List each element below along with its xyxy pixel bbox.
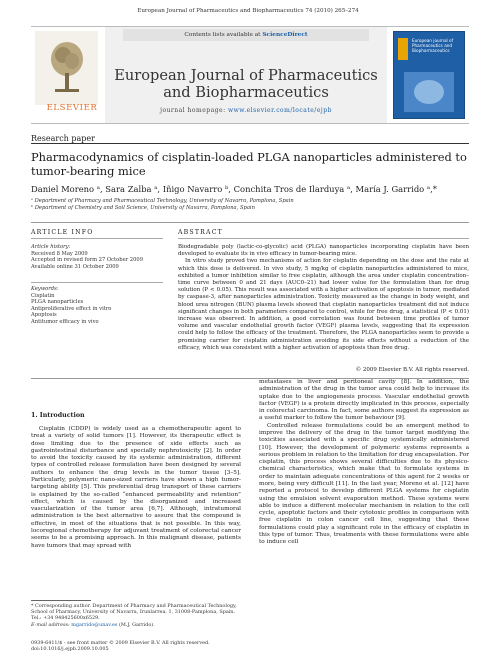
- cover-image-detail: [414, 80, 444, 104]
- journal-title: European Journal of Pharmaceutics and Biopharmaceutics: [114, 67, 378, 101]
- footnote-divider: [31, 600, 91, 601]
- corresponding-author-footnote: [31, 603, 241, 628]
- journal-citation-line: European Journal of Pharmaceutics and Biopharmaceutics 74 (2010) 265–274: [137, 8, 359, 14]
- body-paragraph: metastases in liver and peritoneal cavity [8]. In addition, the administration of the drug in the tumor area could help to increase its uptake due to the angiogenesis process. Vascular endothelial growth factor (VEGF) is a protein directly implicated in this process, especially in colorectal carcinoma. In fact, some authors suggest its expression as a useful marker to follow the tumor behaviour [9].: [259, 379, 469, 422]
- cover-title: European journal of Pharmaceutics and Biopharmaceutics: [412, 38, 454, 53]
- article-info-header: ARTICLE INFO: [31, 229, 94, 236]
- keyword-item: Antiproliferative effect in vitro: [31, 305, 112, 312]
- abstract-paragraph: In vitro study proved two mechanisms of action for cisplatin depending on the dose and the rate at which this dose is delivered. In vivo study, 5 mg/kg of cisplatin nanoparticles administered to mice, exhibited a tumor inhibition similar to free cisplatin, although the area under cisplatin concentration–time curve between 0 and 21 days (AUC0–21) had lower value for the formulation than for drug solution (P < 0.05). This result was associated with a higher activation of apoptosis in tumor, mediated by caspase-3, after nanoparticles administration. Toxicity measured as the change in body weight, and blood urea nitrogen (BUN) plasma levels showed that cisplatin nanoparticles treatment did not induce significant changes in both parameters compared to control, while for free drug, a statistical (P < 0.01) increase was observed. In addition, a good correlation was found between time profiles of tumor volume and vascular endothelial growth factor (VEGF) plasma levels, suggesting that its expression could help to follow the efficacy of the treatment. Therefore, the PLGA nanoparticles seem to provide a promising carrier for cisplatin administration avoiding its side effects without a reduction of the efficacy, which was consistent with a higher activation of apoptosis than free drug.: [178, 258, 469, 351]
- abstract-header: ABSTRACT: [178, 229, 223, 236]
- history-accepted: Accepted in revised form 27 October 2009: [31, 257, 143, 264]
- divider: [31, 143, 469, 144]
- homepage-url-link[interactable]: www.elsevier.com/locate/ejpb: [228, 107, 332, 114]
- journal-homepage-line: [105, 107, 387, 114]
- copyright-notice: © 2009 Elsevier B.V. All rights reserved.: [355, 367, 469, 373]
- email-label: E-mail address:: [31, 621, 72, 628]
- keywords-block: [31, 286, 163, 326]
- abstract-body: [178, 244, 469, 352]
- divider: [31, 238, 163, 239]
- elsevier-logo: [35, 31, 98, 113]
- affiliation-b: ᵇ Department of Chemistry and Soil Science, University of Navarra, Pamplona, Spain: [31, 205, 255, 211]
- cover-color-strip: [398, 38, 408, 60]
- contents-prefix: Contents lists available at: [184, 32, 263, 38]
- author-list: Daniel Moreno ᵃ, Sara Zalba ᵃ, Iñigo Navarro ᵇ, Conchita Tros de Ilarduya ᵃ, María J. Garrido ᵃ,*: [31, 184, 437, 194]
- corresponding-author-text: * Corresponding author. Department of Pharmacy and Pharmaceutical Technology, School of Pharmacy, University of Navarra, Irunlarrea, 1, 31008-Pamplona, Spain. Tel.: +34 948425600x6529.: [31, 603, 237, 622]
- divider: [178, 238, 469, 239]
- divider: [31, 222, 469, 223]
- journal-cover-thumbnail: [393, 31, 465, 119]
- publisher-logo-text: ELSEVIER: [46, 103, 98, 113]
- email-link[interactable]: mgarrido@unav.es: [71, 621, 118, 628]
- keywords-label: Keywords:: [31, 286, 59, 292]
- sciencedirect-link[interactable]: ScienceDirect: [262, 32, 308, 38]
- abstract-paragraph: Biodegradable poly (lactic-co-glycolic) acid (PLGA) nanoparticles incorporating cisplatin have been developed to evaluate its in vivo efficacy in tumor-bearing mice.: [178, 244, 469, 258]
- journal-masthead: [31, 26, 469, 124]
- body-column-left: [31, 426, 241, 550]
- email-line: [31, 622, 241, 628]
- masthead-center: [105, 27, 387, 123]
- keyword-item: Cisplatin: [31, 292, 55, 299]
- section-heading-introduction: 1. Introduction: [31, 412, 85, 419]
- contents-lists-line: [105, 32, 387, 38]
- history-online: Available online 31 October 2009: [31, 263, 119, 270]
- divider: [31, 282, 163, 283]
- body-column-right: [259, 379, 469, 546]
- article-title: Pharmacodynamics of cisplatin-loaded PLGA nanoparticles administered to tumor-bearing mice: [31, 150, 467, 178]
- article-identifiers: [31, 640, 271, 652]
- body-paragraph: Controlled release formulations could be an emergent method to improve the delivery of the drug in the tumor target modifying the toxicities associated with a specific drug systemically administered [10]. However, the development of polymeric systems represents a serious problem in relation to the limitation for drug encapsulation. For cisplatin, this process shows several difficulties due to its physico-chemical characteristics, which make that to formulate systems in order to maintain adequate concentrations of this agent for 2 weeks or more, being very difficult [11]. In the last year, Moreno et al. [12] have reported a protocol to develop different PLGA systems for cisplatin using the emulsion solvent evaporation method. These systems were able to induce a different molecular mechanism in relation to the cell cycle, apoptotic factors and their cytotoxic profiles in comparison with free cisplatin in colon cancer cell line, suggesting that these formulations could play a significant role in the efficacy of cisplatin in this type of tumor. Thus, treatments with these formulations were able to induce cell: [259, 422, 469, 546]
- article-type-label: Research paper: [31, 134, 95, 143]
- elsevier-tree-icon: [49, 39, 85, 95]
- body-paragraph: Cisplatin (CDDP) is widely used as a chemotherapeutic agent to treat a variety of solid tumors [1]. However, its therapeutic effect is dose limiting due to the presence of side effects such as gastrointestinal disturbance and specially nephrotoxicity [2]. In order to avoid the toxicity caused by its systemic administration, different types of controlled release formulation have been designed by several authors to enhance the drug levels in the tumor tissue [3–5]. Particularly, polymeric nano-sized carriers have shown a high tumor-targeting ability [5]. This preferential drug transport of these carriers is explained by the so-called “enhanced permeability and retention” effect, which is caused by the disorganized and increased vascularization of the tumor area [6,7]. Although, intratumoral administration is the best alternative to assure that the compound is effective, in most of the situations that is not possible. In this way, locoregional chemotherapy for adjuvant treatment of colorectal cancer seems to be a promising approach. In this malignant disease, patients have tumors that may spread with: [31, 426, 241, 549]
- article-history: [31, 244, 163, 270]
- affiliation-a: ᵃ Department of Pharmacy and Pharmaceutical Technology, University of Navarra, Pamplona, Spain: [31, 198, 294, 204]
- history-received: Received 8 May 2009: [31, 250, 88, 257]
- email-suffix: (M.J. Garrido).: [117, 621, 155, 628]
- history-label: Article history:: [31, 244, 71, 250]
- issn-line: 0939-6411/$ - see front matter © 2009 Elsevier B.V. All rights reserved.: [31, 640, 210, 646]
- doi-line[interactable]: doi:10.1016/j.ejpb.2009.10.005: [31, 646, 109, 653]
- homepage-prefix: journal homepage:: [160, 107, 229, 114]
- keyword-item: PLGA nanoparticles: [31, 299, 84, 306]
- keyword-item: Apoptosis: [31, 312, 57, 319]
- keyword-item: Antitumor efficacy in vivo: [31, 318, 99, 325]
